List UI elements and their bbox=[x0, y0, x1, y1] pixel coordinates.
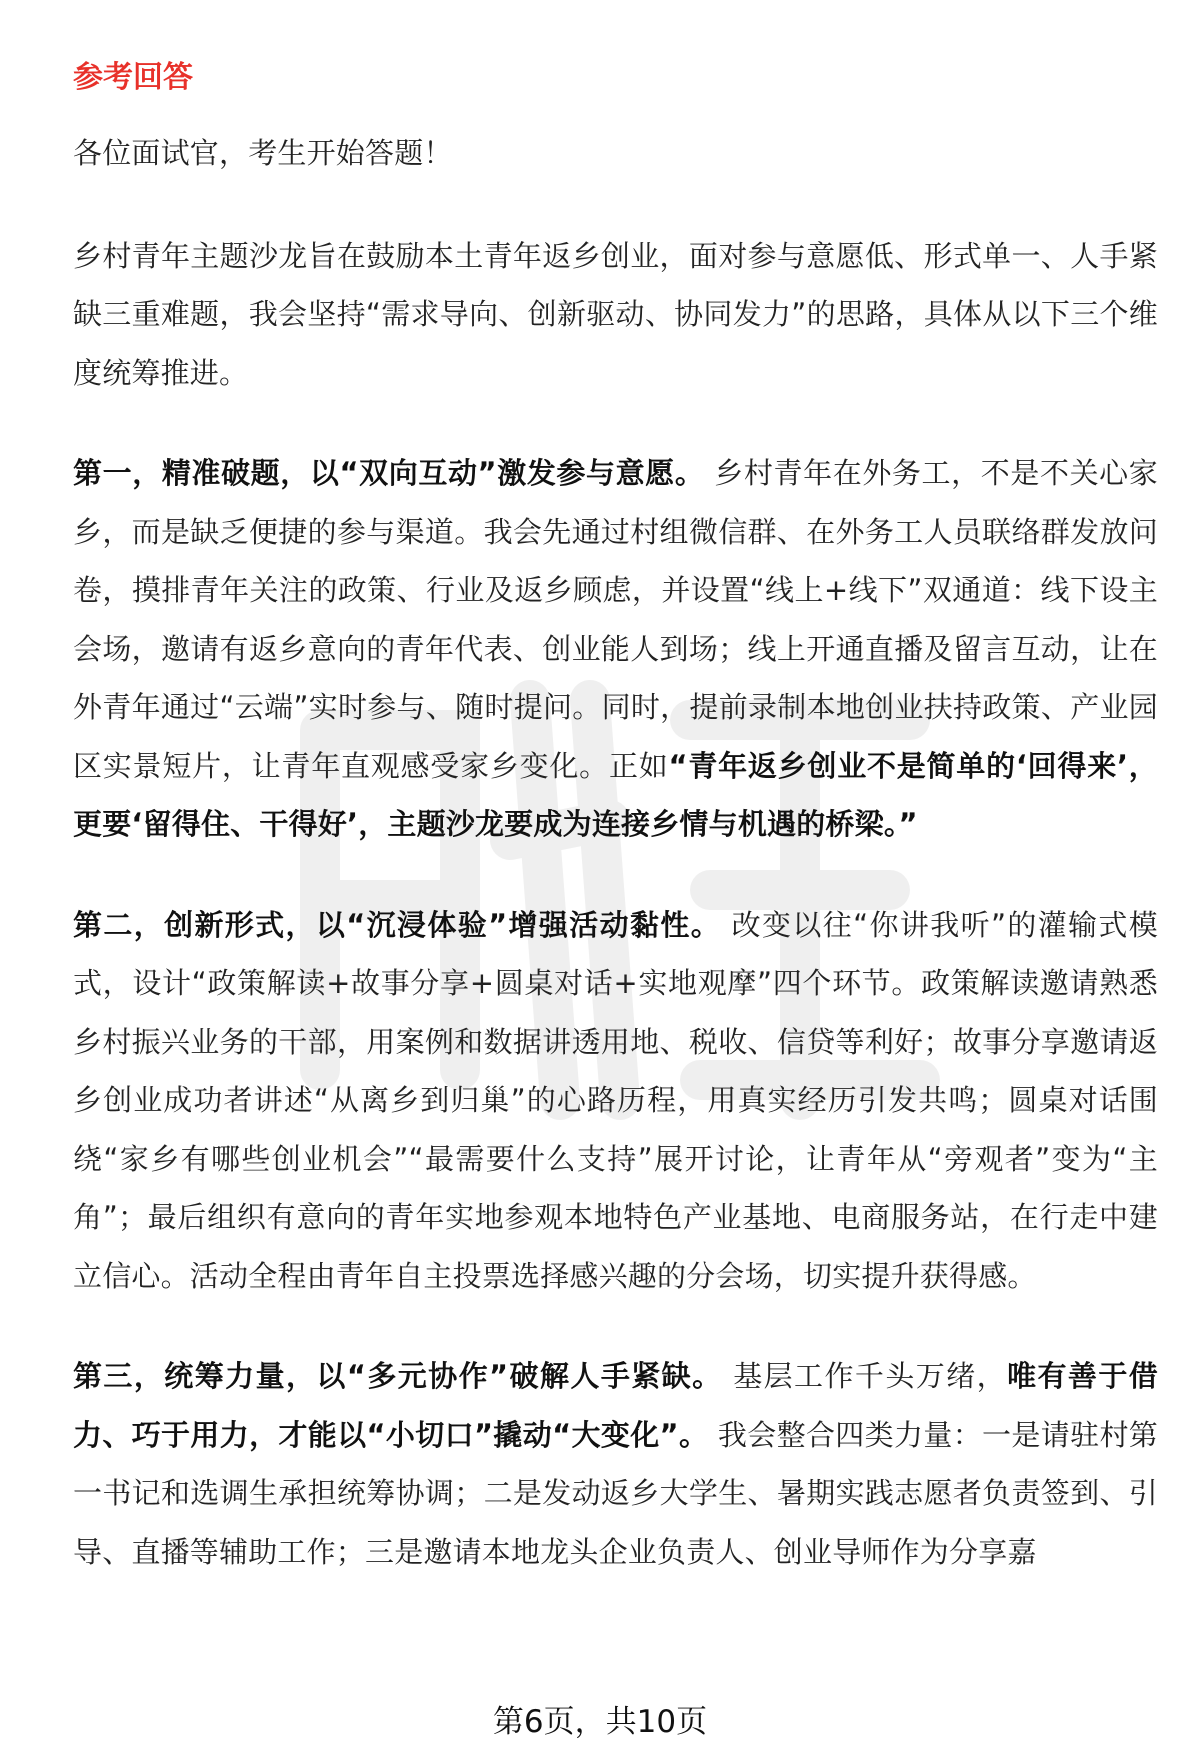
point-two-lead: 第二，创新形式，以“沉浸体验”增强活动黏性。 bbox=[73, 907, 722, 942]
point-one-paragraph bbox=[73, 444, 1158, 854]
point-three-paragraph bbox=[73, 1347, 1158, 1581]
point-two-paragraph bbox=[73, 896, 1158, 1306]
page-number-footer: 第6页，共10页 bbox=[492, 1704, 708, 1740]
point-three-body: 基层工作千头万绪， bbox=[733, 1359, 1008, 1393]
point-one-lead: 第一，精准破题，以“双向互动”激发参与意愿。 bbox=[73, 456, 705, 490]
point-one-body: 乡村青年在外务工，不是不关心家乡，而是缺乏便捷的参与渠道。我会先通过村组微信群、在外务工人员联络群发放问卷，摸排青年关注的政策、行业及返乡顾虑，并设置“线上+线下”双通道：线下设主会场，邀请有返乡意向的青年代表、创业能人到场；线上开通直播及留言互动，让在外青年通过“云端”实时参与、随时提问。同时，提前录制本地创业扶持政策、产业园区实景短片，让青年直观感受家乡变化。正如 bbox=[73, 456, 1158, 783]
point-three-emphasis: 唯有善于借力、巧于用力，才能以“小切口”撬动“大变化”。 bbox=[73, 1359, 1158, 1452]
point-three-lead: 第三，统筹力量，以“多元协作”破解人手紧缺。 bbox=[73, 1359, 723, 1393]
point-one-emphasis: “青年返乡创业不是简单的‘回得来’，更要‘留得住、干得好’，主题沙龙要成为连接乡情与机遇的桥梁。” bbox=[73, 748, 1158, 841]
greeting-paragraph: 各位面试官，考生开始答题！ bbox=[73, 136, 453, 170]
intro-paragraph: 乡村青年主题沙龙旨在鼓励本土青年返乡创业，面对参与意愿低、形式单一、人手紧缺三重难题，我会坚持“需求导向、创新驱动、协同发力”的思路，具体从以下三个维度统筹推进。 bbox=[73, 238, 1158, 390]
section-heading: 参考回答 bbox=[73, 60, 193, 95]
point-three-tail: 我会整合四类力量：一是请驻村第一书记和选调生承担统筹协调；二是发动返乡大学生、暑期实践志愿者负责签到、引导、直播等辅助工作；三是邀请本地龙头企业负责人、创业导师作为分享嘉 bbox=[73, 1417, 1158, 1569]
point-two-body: 改变以往“你讲我听”的灌输式模式，设计“政策解读+故事分享+圆桌对话+实地观摩”四个环节。政策解读邀请熟悉乡村振兴业务的干部，用案例和数据讲透用地、税收、信贷等利好；故事分享邀请返乡创业成功者讲述“从离乡到归巢”的心路历程，用真实经历引发共鸣；圆桌对话围绕“家乡有哪些创业机会”“最需要什么支持”展开讨论，让青年从“旁观者”变为“主角”；最后组织有意向的青年实地参观本地特色产业基地、电商服务站，在行走中建立信心。活动全程由青年自主投票选择感兴趣的分会场，切实提升获得感。 bbox=[73, 907, 1158, 1293]
document-page bbox=[73, 52, 1158, 1623]
